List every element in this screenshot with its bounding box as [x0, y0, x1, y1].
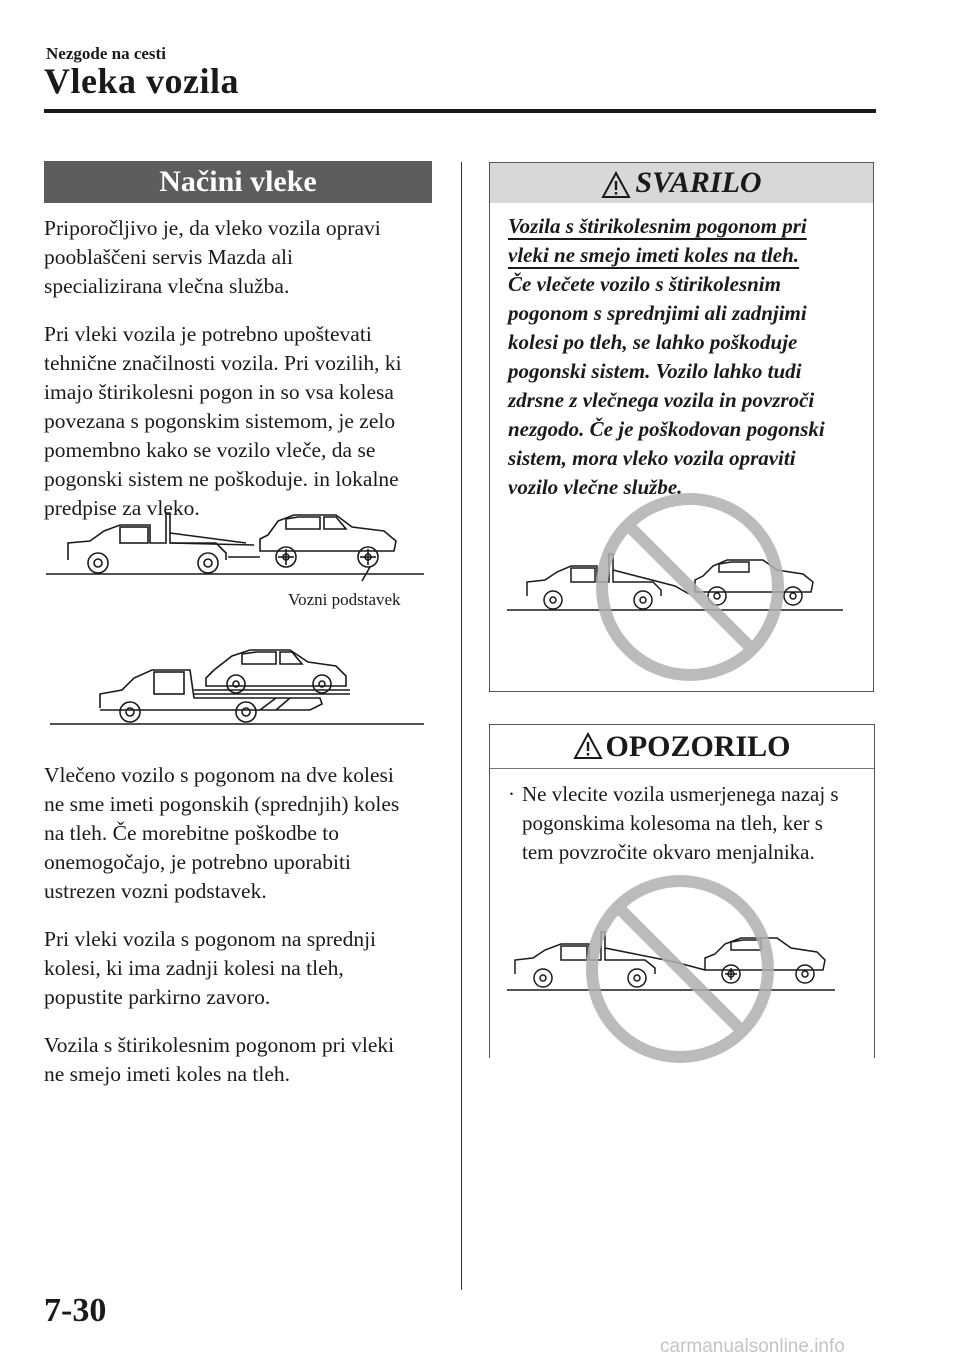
bullet: ·	[508, 782, 515, 806]
page-number: 7-30	[44, 1292, 107, 1329]
caution-box-border-right	[874, 724, 875, 1058]
caution-header	[490, 725, 874, 765]
section-heading: Načini vleke	[44, 161, 432, 203]
warning-triangle-icon	[601, 171, 631, 199]
prohibited-towing-illustration-1	[505, 490, 850, 685]
tow-truck-dolly-illustration	[46, 505, 426, 585]
paragraph-two-wheel-drive: Vlečeno vozilo s pogonom na dve kolesi ne sme imeti pogonskih (sprednjih) koles na tleh. Če morebitne poškodbe to onemogočajo, je potrebno uporabiti ustrezen vozni podstavek.	[44, 763, 400, 903]
warning-header	[490, 163, 873, 203]
watermark: carmanualsonline.info	[660, 1336, 845, 1357]
section-label: Nezgode na cesti	[46, 44, 166, 63]
column-divider	[461, 162, 462, 1290]
caution-header-rule	[490, 768, 874, 769]
page-title: Vleka vozila	[44, 61, 239, 101]
paragraph-technical: Pri vleki vozila je potrebno upoštevati tehnične značilnosti vozila. Pri vozilih, ki imajo štirikolesni pogon in so vsa kolesa povezana s pogonskim sistemom, je zelo pomembno kako se vozilo vleče, da se pogonski sistem ne poškoduje. in lokalne predpise za vleko.	[44, 322, 402, 520]
paragraph-front-drive: Pri vleki vozila s pogonom na sprednji kolesi, ki ima zadnji kolesi na tleh, popustite parkirno zavoro.	[44, 927, 377, 1009]
caution-box-border-left	[489, 724, 490, 1058]
flatbed-truck-illustration	[50, 640, 430, 730]
title-rule	[44, 109, 876, 113]
warning-label: SVARILO	[635, 166, 762, 199]
prohibited-towing-illustration-2	[505, 862, 850, 1057]
paragraph-four-wheel-drive: Vozila s štirikolesnim pogonom pri vleki ne smejo imeti koles na tleh.	[44, 1033, 395, 1086]
caution-text: · Ne vlecite vozila usmerjenega nazaj s pogonskima kolesoma na tleh, ker s tem povzročite okvaro menjalnika.	[508, 782, 839, 864]
caution-label: OPOZORILO	[605, 730, 791, 763]
figure-caption: Vozni podstavek	[288, 590, 401, 609]
caution-triangle-icon	[573, 732, 603, 760]
paragraph-intro: Priporočljivo je, da vleko vozila opravi pooblaščeni servis Mazda ali specializirana vlečna služba.	[44, 216, 381, 298]
warning-text: Vozila s štirikolesnim pogonom pri vleki ne smejo imeti koles na tleh. Če vlečete vozilo s štirikolesnim pogonom s sprednjimi ali zadnjimi kolesi po tleh, se lahko poškoduje pogonski sistem. Vozilo lahko tudi zdrsne z vlečnega vozila in povzroči nezgodo. Če je poškodovan pogonski sistem, mora vleko vozila opraviti vozilo vlečne službe.	[508, 214, 825, 499]
